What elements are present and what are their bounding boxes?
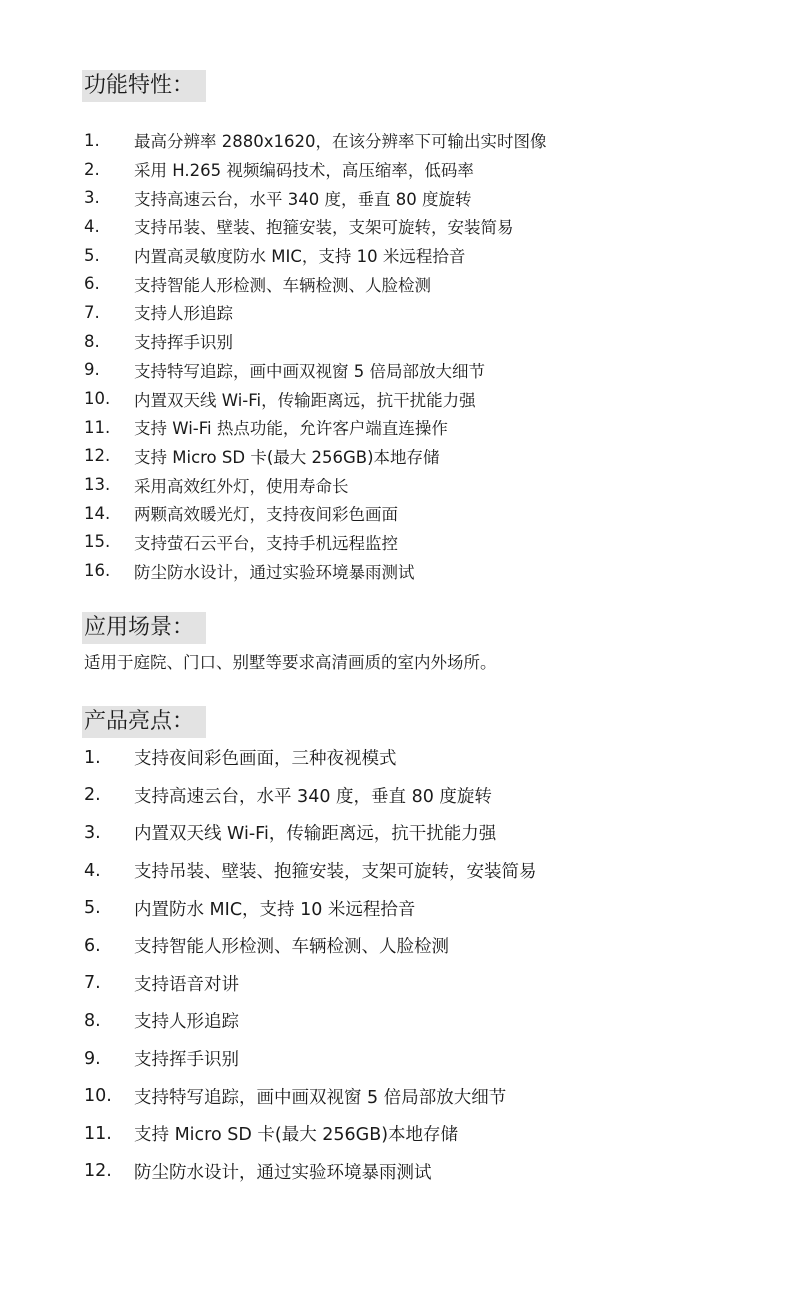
item-number: 8.	[84, 1010, 101, 1031]
item-text: 支持挥手识别	[134, 1050, 239, 1071]
list-item	[84, 1040, 537, 1078]
highlights-heading: 产品亮点：	[82, 706, 206, 738]
list-item	[84, 212, 547, 241]
item-number: 1.	[84, 130, 100, 150]
features-heading: 功能特性：	[82, 70, 206, 102]
item-text: 支持人形追踪	[134, 1012, 239, 1033]
item-text: 支持高速云台，水平 340 度，垂直 80 度旋转	[134, 189, 472, 209]
list-item	[84, 1153, 537, 1191]
item-number: 5.	[84, 245, 100, 265]
item-number: 6.	[84, 274, 100, 294]
item-text: 支持人形追踪	[134, 304, 233, 324]
list-item	[84, 1115, 537, 1153]
item-number: 3.	[84, 822, 101, 843]
item-number: 9.	[84, 1048, 101, 1069]
item-text: 防尘防水设计，通过实验环境暴雨测试	[134, 1162, 432, 1183]
item-text: 内置高灵敏度防水 MIC，支持 10 米远程拾音	[134, 247, 466, 267]
item-number: 12.	[84, 446, 111, 466]
list-item	[84, 298, 547, 327]
item-number: 7.	[84, 973, 101, 994]
list-item	[84, 965, 537, 1003]
item-number: 11.	[84, 417, 111, 437]
list-item	[84, 155, 547, 184]
item-text: 支持特写追踪，画中画双视窗 5 倍局部放大细节	[134, 361, 485, 381]
item-text: 采用高效红外灯，使用寿命长	[134, 476, 349, 496]
list-item	[84, 384, 547, 413]
item-number: 15.	[84, 532, 111, 552]
item-text: 内置双天线 Wi-Fi，传输距离远，抗干扰能力强	[134, 390, 476, 410]
list-item	[84, 852, 537, 890]
item-number: 16.	[84, 561, 111, 581]
item-text: 支持挥手识别	[134, 333, 233, 353]
item-number: 11.	[84, 1123, 112, 1144]
list-item	[84, 327, 547, 356]
item-number: 4.	[84, 860, 101, 881]
item-text: 支持 Wi-Fi 热点功能，允许客户端直连操作	[134, 419, 448, 439]
list-item	[84, 183, 547, 212]
list-item	[84, 126, 547, 155]
item-number: 12.	[84, 1161, 112, 1182]
item-text: 支持高速云台，水平 340 度，垂直 80 度旋转	[134, 786, 492, 807]
list-item	[84, 269, 547, 298]
item-number: 2.	[84, 785, 101, 806]
list-item	[84, 927, 537, 965]
item-number: 4.	[84, 216, 100, 236]
item-number: 10.	[84, 389, 111, 409]
item-text: 两颗高效暖光灯，支持夜间彩色画面	[134, 505, 398, 525]
item-text: 支持吊装、壁装、抱箍安装，支架可旋转，安装简易	[134, 218, 514, 238]
item-text: 支持特写追踪，画中画双视窗 5 倍局部放大细节	[134, 1087, 507, 1108]
list-item	[84, 1002, 537, 1040]
item-number: 10.	[84, 1086, 112, 1107]
scenarios-heading: 应用场景：	[82, 612, 206, 644]
highlights-list	[84, 739, 537, 1190]
item-text: 支持夜间彩色画面，三种夜视模式	[134, 749, 397, 770]
item-number: 5.	[84, 898, 101, 919]
item-text: 支持吊装、壁装、抱箍安装，支架可旋转，安装简易	[134, 862, 537, 883]
list-item	[84, 814, 537, 852]
item-number: 7.	[84, 302, 100, 322]
item-number: 8.	[84, 331, 100, 351]
item-text: 支持 Micro SD 卡(最大 256GB)本地存储	[134, 447, 440, 467]
item-number: 2.	[84, 159, 100, 179]
item-number: 1.	[84, 747, 101, 768]
list-item	[84, 556, 547, 585]
list-item	[84, 356, 547, 385]
list-item	[84, 889, 537, 927]
scenarios-text: 适用于庭院、门口、别墅等要求高清画质的室内外场所。	[84, 653, 497, 672]
list-item	[84, 528, 547, 557]
list-item	[84, 470, 547, 499]
item-text: 支持萤石云平台，支持手机远程监控	[134, 533, 398, 553]
item-text: 防尘防水设计，通过实验环境暴雨测试	[134, 562, 415, 582]
item-text: 支持智能人形检测、车辆检测、人脸检测	[134, 275, 431, 295]
item-number: 3.	[84, 188, 100, 208]
item-text: 内置双天线 Wi-Fi，传输距离远，抗干扰能力强	[134, 824, 497, 845]
list-item	[84, 413, 547, 442]
list-item	[84, 739, 537, 777]
list-item	[84, 1077, 537, 1115]
list-item	[84, 499, 547, 528]
item-number: 6.	[84, 935, 101, 956]
item-text: 支持 Micro SD 卡(最大 256GB)本地存储	[134, 1125, 459, 1146]
list-item	[84, 241, 547, 270]
item-text: 支持智能人形检测、车辆检测、人脸检测	[134, 937, 449, 958]
item-number: 14.	[84, 503, 111, 523]
list-item	[84, 442, 547, 471]
item-number: 9.	[84, 360, 100, 380]
features-list	[84, 126, 547, 585]
item-text: 采用 H.265 视频编码技术，高压缩率，低码率	[134, 161, 474, 181]
item-text: 最高分辨率 2880x1620，在该分辨率下可输出实时图像	[134, 132, 547, 152]
item-text: 内置防水 MIC，支持 10 米远程拾音	[134, 899, 416, 920]
list-item	[84, 777, 537, 815]
item-number: 13.	[84, 475, 111, 495]
item-text: 支持语音对讲	[134, 974, 239, 995]
